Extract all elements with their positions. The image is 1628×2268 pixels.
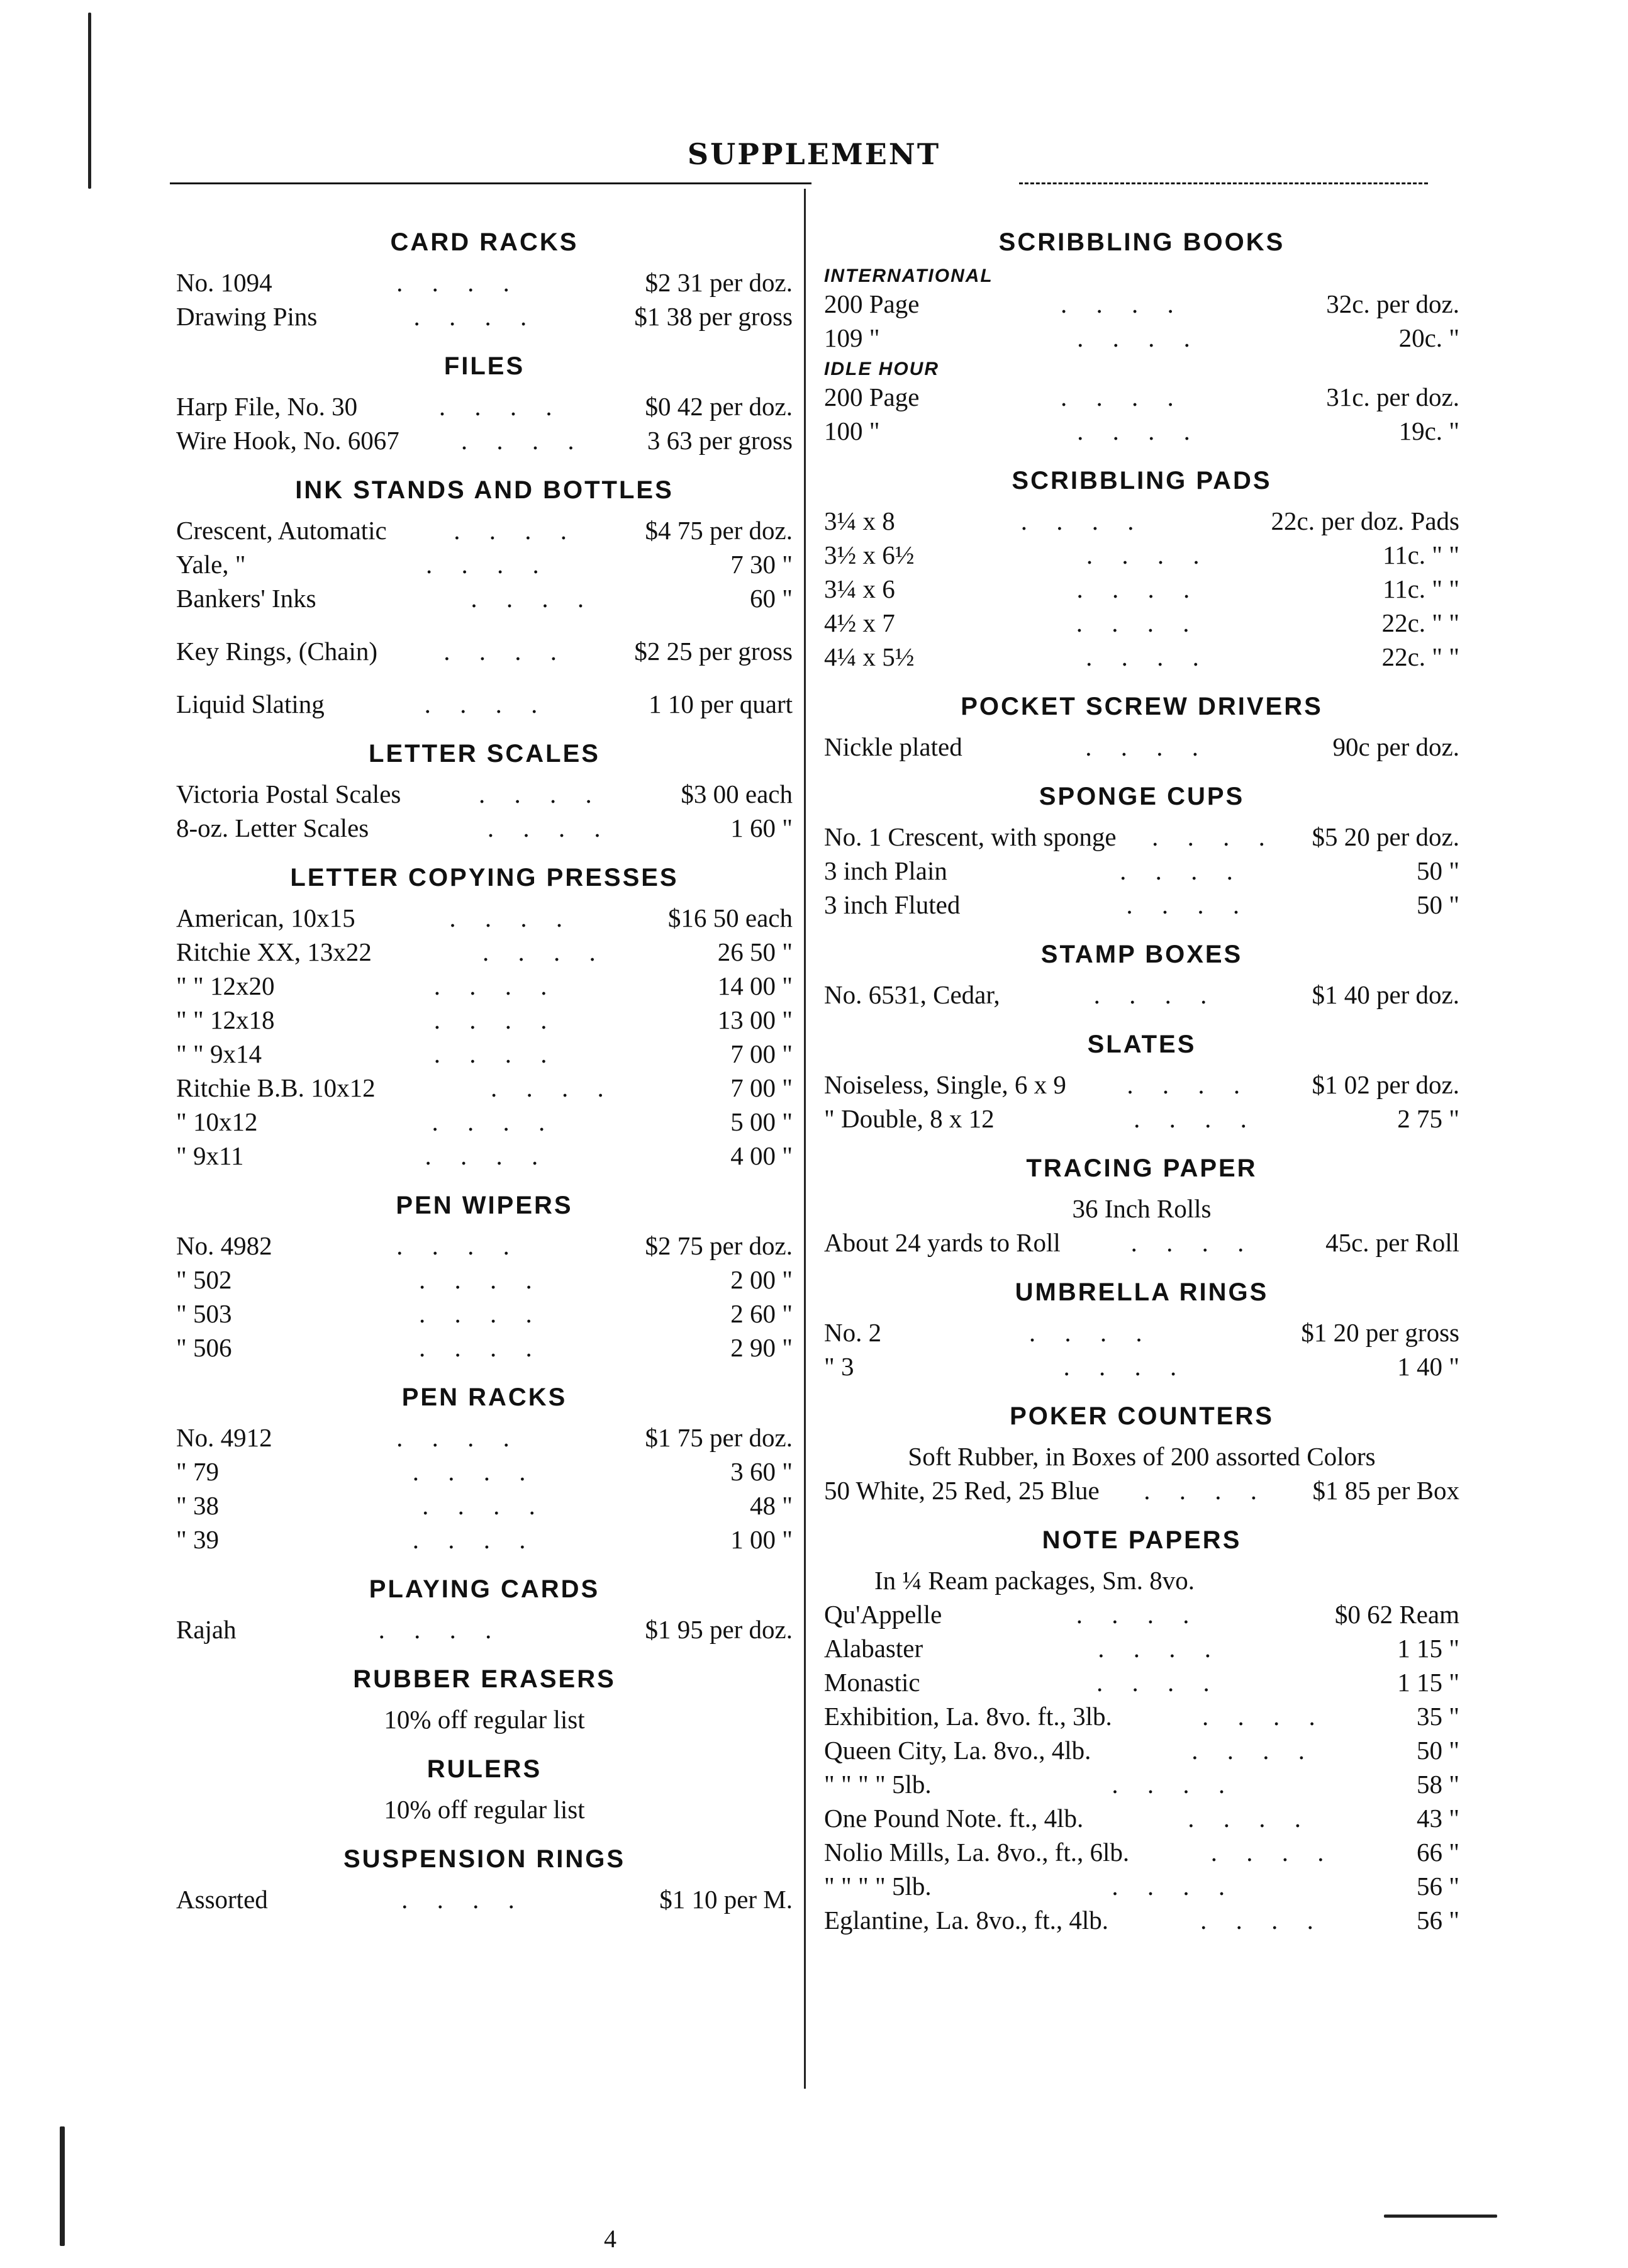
price-row — [176, 1455, 793, 1489]
item-price: 3 60 " — [730, 1457, 793, 1486]
leader-dots: . . . . — [1076, 1600, 1201, 1629]
item-name: 4½ x 7 — [824, 608, 895, 637]
item-price: 50 " — [1417, 890, 1459, 919]
scan-mark — [1384, 2215, 1497, 2218]
item-name: Assorted — [176, 1885, 268, 1914]
item-price: 11c. " " — [1383, 540, 1459, 569]
catalog-section — [176, 1755, 793, 1826]
item-price: 4 00 " — [730, 1141, 793, 1170]
item-price: 50 " — [1417, 1736, 1459, 1765]
catalog-section — [176, 1665, 793, 1736]
leader-dots: . . . . — [1126, 890, 1251, 919]
leader-dots: . . . . — [1096, 1668, 1221, 1697]
leader-dots: . . . . — [482, 937, 607, 966]
section-heading: FILES — [443, 352, 525, 380]
section-heading: POCKET SCREW DRIVERS — [961, 693, 1323, 720]
item-price: $1 95 per doz. — [645, 1615, 793, 1644]
price-row — [176, 1071, 793, 1105]
page-number: 4 — [604, 2225, 616, 2253]
item-name: Alabaster — [824, 1634, 923, 1663]
item-name: " 10x12 — [176, 1107, 258, 1136]
section-heading: CARD RACKS — [390, 228, 579, 256]
item-name: 3¼ x 6 — [824, 574, 895, 603]
item-name: Bankers' Inks — [176, 584, 316, 613]
item-name: No. 1 Crescent, with sponge — [824, 822, 1117, 851]
price-row — [824, 606, 1459, 640]
item-price: 1 10 per quart — [649, 690, 793, 718]
subsection-heading: INTERNATIONAL — [824, 265, 993, 286]
leader-dots: . . . . — [433, 1005, 559, 1034]
item-name: About 24 yards to Roll — [824, 1228, 1061, 1257]
leader-dots: . . . . — [1112, 1770, 1237, 1799]
catalog-section — [824, 941, 1459, 1012]
price-row — [824, 1597, 1459, 1631]
leader-dots: . . . . — [432, 1107, 557, 1136]
page-title: SUPPLEMENT — [687, 137, 941, 171]
left-column — [176, 217, 793, 1935]
item-name: Noiseless, Single, 6 x 9 — [824, 1070, 1066, 1099]
item-price: 11c. " " — [1383, 574, 1459, 603]
section-note: 36 Inch Rolls — [1072, 1194, 1212, 1223]
item-name: " 503 — [176, 1299, 232, 1328]
catalog-section — [824, 783, 1459, 922]
item-price: 56 " — [1417, 1872, 1459, 1901]
leader-dots: . . . . — [1076, 608, 1201, 637]
leader-dots: . . . . — [487, 813, 612, 842]
price-row — [176, 1882, 793, 1916]
item-price: $1 40 per doz. — [1312, 980, 1459, 1009]
leader-dots: . . . . — [1112, 1872, 1237, 1901]
price-row — [824, 1801, 1459, 1835]
item-price: 3 63 per gross — [647, 426, 793, 455]
item-name: One Pound Note. ft., 4lb. — [824, 1804, 1084, 1833]
item-price: $1 10 per M. — [659, 1885, 793, 1914]
section-heading: TRACING PAPER — [1026, 1154, 1257, 1182]
item-price: $1 20 per gross — [1301, 1318, 1459, 1347]
item-name: 109 " — [824, 323, 880, 352]
catalog-section — [176, 1192, 793, 1365]
price-row — [824, 640, 1459, 674]
leader-dots: . . . . — [419, 1333, 544, 1362]
item-name: Nickle plated — [824, 732, 962, 761]
item-price: 7 00 " — [730, 1073, 793, 1102]
item-name: No. 4982 — [176, 1231, 272, 1260]
price-row — [824, 730, 1459, 764]
price-row — [176, 1139, 793, 1173]
price-row — [176, 1612, 793, 1646]
leader-dots: . . . . — [378, 1615, 503, 1644]
catalog-section — [176, 634, 793, 668]
item-price: $1 02 per doz. — [1312, 1070, 1459, 1099]
item-name: Crescent, Automatic — [176, 516, 387, 545]
item-name: 50 White, 25 Red, 25 Blue — [824, 1476, 1100, 1505]
right-column — [824, 217, 1459, 1956]
leader-dots: . . . . — [1063, 1352, 1188, 1381]
item-name: 3½ x 6½ — [824, 540, 915, 569]
item-price: 35 " — [1417, 1702, 1459, 1731]
item-price: 7 00 " — [730, 1039, 793, 1068]
price-row — [824, 1767, 1459, 1801]
price-row — [176, 687, 793, 721]
catalog-section — [176, 228, 793, 333]
section-heading: SPONGE CUPS — [1039, 783, 1245, 810]
leader-dots: . . . . — [1086, 540, 1211, 569]
item-name: 4¼ x 5½ — [824, 642, 915, 671]
leader-dots: . . . . — [471, 584, 596, 613]
item-name: " " 9x14 — [176, 1039, 262, 1068]
price-row — [176, 581, 793, 615]
item-price: $4 75 per doz. — [645, 516, 793, 545]
leader-dots: . . . . — [396, 268, 521, 297]
leader-dots: . . . . — [1200, 1906, 1325, 1935]
item-name: Harp File, No. 30 — [176, 392, 358, 421]
catalog-section — [176, 1383, 793, 1556]
title-rule-right — [1019, 182, 1428, 184]
item-name: " " 12x20 — [176, 971, 275, 1000]
price-row — [176, 1037, 793, 1071]
item-price: $1 85 per Box — [1312, 1476, 1459, 1505]
section-note: Soft Rubber, in Boxes of 200 assorted Colors — [908, 1442, 1376, 1471]
item-name: Exhibition, La. 8vo. ft., 3lb. — [824, 1702, 1112, 1731]
leader-dots: . . . . — [412, 1525, 537, 1554]
leader-dots: . . . . — [460, 426, 586, 455]
item-name: " " " " 5lb. — [824, 1872, 932, 1901]
leader-dots: . . . . — [1077, 323, 1201, 352]
section-heading: LETTER SCALES — [369, 740, 600, 768]
item-name: 200 Page — [824, 383, 920, 411]
price-row — [824, 321, 1459, 355]
item-name: " 9x11 — [176, 1141, 244, 1170]
item-name: Drawing Pins — [176, 302, 318, 331]
catalog-section — [176, 687, 793, 721]
price-row — [824, 1473, 1459, 1507]
item-price: 1 00 " — [730, 1525, 793, 1554]
item-price: 20c. " — [1398, 323, 1459, 352]
price-row — [176, 634, 793, 668]
price-row — [176, 423, 793, 457]
item-name: " " " " 5lb. — [824, 1770, 932, 1799]
section-heading: STAMP BOXES — [1040, 941, 1243, 968]
leader-dots: . . . . — [1127, 1070, 1252, 1099]
item-name: 200 Page — [824, 289, 920, 318]
section-note: In ¼ Ream packages, Sm. 8vo. — [874, 1566, 1195, 1595]
leader-dots: . . . . — [1076, 574, 1201, 603]
item-price: 50 " — [1417, 856, 1459, 885]
price-row — [824, 1631, 1459, 1665]
leader-dots: . . . . — [1060, 289, 1185, 318]
item-name: No. 4912 — [176, 1423, 272, 1452]
leader-dots: . . . . — [433, 971, 559, 1000]
price-row — [824, 1349, 1459, 1383]
price-row — [824, 414, 1459, 448]
item-price: 48 " — [750, 1491, 793, 1520]
price-row — [824, 1733, 1459, 1767]
leader-dots: . . . . — [1020, 506, 1146, 535]
price-row — [824, 1665, 1459, 1699]
price-row — [176, 1522, 793, 1556]
item-price: 1 15 " — [1397, 1634, 1459, 1663]
price-row — [176, 969, 793, 1003]
section-heading: UMBRELLA RINGS — [1015, 1278, 1269, 1306]
leader-dots: . . . . — [438, 392, 564, 421]
item-name: Queen City, La. 8vo., 4lb. — [824, 1736, 1091, 1765]
item-name: Rajah — [176, 1615, 237, 1644]
item-name: " " 12x18 — [176, 1005, 275, 1034]
item-price: 22c. " " — [1381, 608, 1459, 637]
catalog-section — [824, 1278, 1459, 1383]
section-note: 10% off regular list — [384, 1705, 585, 1734]
item-name: " 79 — [176, 1457, 219, 1486]
leader-dots: . . . . — [1130, 1228, 1256, 1257]
leader-dots: . . . . — [1152, 822, 1276, 851]
item-name: 3 inch Fluted — [824, 890, 961, 919]
item-name: " 506 — [176, 1333, 232, 1362]
leader-dots: . . . . — [401, 1885, 526, 1914]
leader-dots: . . . . — [419, 1265, 544, 1294]
price-row — [176, 299, 793, 333]
leader-dots: . . . . — [1085, 732, 1210, 761]
scan-mark — [88, 13, 91, 189]
price-row — [176, 935, 793, 969]
leader-dots: . . . . — [479, 779, 603, 808]
item-name: American, 10x15 — [176, 903, 355, 932]
section-note: 10% off regular list — [384, 1795, 585, 1824]
catalog-section — [824, 467, 1459, 674]
scan-mark — [60, 2126, 65, 2246]
price-row — [824, 854, 1459, 888]
item-name: Ritchie XX, 13x22 — [176, 937, 372, 966]
item-price: 26 50 " — [717, 937, 793, 966]
section-heading: NOTE PAPERS — [1042, 1526, 1242, 1554]
item-name: 3¼ x 8 — [824, 506, 895, 535]
item-name: " 39 — [176, 1525, 219, 1554]
price-row — [176, 1263, 793, 1297]
item-price: $1 75 per doz. — [645, 1423, 793, 1452]
price-row — [824, 1226, 1459, 1260]
price-row — [824, 1699, 1459, 1733]
catalog-section — [176, 476, 793, 615]
catalog-section — [824, 1031, 1459, 1136]
leader-dots: . . . . — [1086, 642, 1210, 671]
catalog-section — [176, 740, 793, 845]
item-name: 8-oz. Letter Scales — [176, 813, 369, 842]
item-price: $2 75 per doz. — [645, 1231, 793, 1260]
item-price: 66 " — [1417, 1838, 1459, 1867]
item-price: 56 " — [1417, 1906, 1459, 1935]
item-name: No. 1094 — [176, 268, 272, 297]
leader-dots: . . . . — [443, 637, 569, 666]
leader-dots: . . . . — [1029, 1318, 1154, 1347]
catalog-section — [824, 1526, 1459, 1937]
item-name: " 502 — [176, 1265, 232, 1294]
price-row — [176, 265, 793, 299]
item-name: " Double, 8 x 12 — [824, 1104, 995, 1133]
item-price: 2 60 " — [730, 1299, 793, 1328]
section-heading: RUBBER ERASERS — [353, 1665, 616, 1693]
price-row — [176, 901, 793, 935]
catalog-section — [824, 228, 1459, 448]
price-row — [824, 888, 1459, 922]
leader-dots: . . . . — [412, 1457, 537, 1486]
item-name: " 38 — [176, 1491, 219, 1520]
catalog-section — [824, 693, 1459, 764]
section-heading: SLATES — [1087, 1031, 1196, 1058]
item-price: 19c. " — [1398, 416, 1459, 445]
catalog-section — [824, 1402, 1459, 1507]
item-name: No. 2 — [824, 1318, 882, 1347]
leader-dots: . . . . — [396, 1423, 521, 1452]
price-row — [176, 1105, 793, 1139]
leader-dots: . . . . — [424, 690, 549, 718]
leader-dots: . . . . — [1060, 383, 1185, 411]
title-rule-left — [170, 182, 811, 184]
price-row — [824, 1068, 1459, 1102]
item-price: $2 25 per gross — [634, 637, 793, 666]
item-name: " 3 — [824, 1352, 854, 1381]
item-name: Liquid Slating — [176, 690, 325, 718]
leader-dots: . . . . — [491, 1073, 615, 1102]
price-row — [824, 538, 1459, 572]
item-price: 13 00 " — [717, 1005, 793, 1034]
item-price: $16 50 each — [667, 903, 793, 932]
item-price: 45c. per Roll — [1325, 1228, 1459, 1257]
item-price: 60 " — [750, 584, 793, 613]
price-row — [824, 1102, 1459, 1136]
price-row — [176, 1421, 793, 1455]
price-row — [824, 287, 1459, 321]
price-row — [824, 1316, 1459, 1349]
subsection-heading: IDLE HOUR — [824, 359, 939, 379]
leader-dots: . . . . — [419, 1299, 544, 1328]
leader-dots: . . . . — [1191, 1736, 1317, 1765]
section-heading: SUSPENSION RINGS — [343, 1845, 626, 1873]
leader-dots: . . . . — [425, 1141, 550, 1170]
price-row — [176, 1297, 793, 1331]
item-price: $1 38 per gross — [634, 302, 793, 331]
leader-dots: . . . . — [1098, 1634, 1223, 1663]
price-row — [824, 380, 1459, 414]
item-price: 22c. " " — [1381, 642, 1459, 671]
item-price: $5 20 per doz. — [1312, 822, 1459, 851]
item-price: 90c per doz. — [1332, 732, 1459, 761]
item-price: 32c. per doz. — [1326, 289, 1459, 318]
price-row — [176, 1003, 793, 1037]
item-name: 3 inch Plain — [824, 856, 947, 885]
item-name: Wire Hook, No. 6067 — [176, 426, 399, 455]
item-price: 2 00 " — [730, 1265, 793, 1294]
item-name: Ritchie B.B. 10x12 — [176, 1073, 376, 1102]
item-price: 1 60 " — [730, 813, 793, 842]
leader-dots: . . . . — [1077, 416, 1201, 445]
price-row — [824, 1835, 1459, 1869]
price-row — [824, 1869, 1459, 1903]
item-name: Qu'Appelle — [824, 1600, 942, 1629]
section-heading: SCRIBBLING BOOKS — [998, 228, 1285, 256]
section-heading: SCRIBBLING PADS — [1012, 467, 1272, 494]
item-price: 31c. per doz. — [1326, 383, 1459, 411]
section-heading: INK STANDS AND BOTTLES — [295, 476, 674, 504]
item-price: $0 62 Ream — [1334, 1600, 1459, 1629]
leader-dots: . . . . — [1120, 856, 1244, 885]
leader-dots: . . . . — [413, 302, 538, 331]
item-price: $0 42 per doz. — [645, 392, 793, 421]
leader-dots: . . . . — [1144, 1476, 1268, 1505]
price-row — [176, 777, 793, 811]
section-heading: POKER COUNTERS — [1010, 1402, 1274, 1430]
section-heading: PLAYING CARDS — [369, 1575, 600, 1603]
section-heading: LETTER COPYING PRESSES — [290, 864, 679, 891]
item-price: 2 90 " — [730, 1333, 793, 1362]
section-heading: RULERS — [427, 1755, 542, 1783]
item-name: Nolio Mills, La. 8vo., ft., 6lb. — [824, 1838, 1130, 1867]
item-price: 43 " — [1417, 1804, 1459, 1833]
price-row — [176, 547, 793, 581]
leader-dots: . . . . — [1188, 1804, 1312, 1833]
leader-dots: . . . . — [433, 1039, 559, 1068]
item-price: $2 31 per doz. — [645, 268, 793, 297]
catalog-section — [176, 864, 793, 1173]
leader-dots: . . . . — [422, 1491, 547, 1520]
item-price: 1 40 " — [1397, 1352, 1459, 1381]
leader-dots: . . . . — [1134, 1104, 1258, 1133]
catalog-section — [824, 1154, 1459, 1260]
leader-dots: . . . . — [449, 903, 574, 932]
item-name: Monastic — [824, 1668, 920, 1697]
item-name: 100 " — [824, 416, 880, 445]
price-row — [824, 978, 1459, 1012]
leader-dots: . . . . — [396, 1231, 521, 1260]
item-price: $3 00 each — [681, 779, 793, 808]
item-price: 2 75 " — [1397, 1104, 1459, 1133]
item-price: 1 15 " — [1397, 1668, 1459, 1697]
price-row — [824, 820, 1459, 854]
item-name: Victoria Postal Scales — [176, 779, 401, 808]
price-row — [824, 504, 1459, 538]
price-row — [824, 1903, 1459, 1937]
column-divider — [804, 189, 806, 2089]
section-heading: PEN RACKS — [401, 1383, 567, 1411]
leader-dots: . . . . — [1093, 980, 1218, 1009]
price-row — [176, 513, 793, 547]
leader-dots: . . . . — [1202, 1702, 1327, 1731]
section-heading: PEN WIPERS — [396, 1192, 573, 1219]
leader-dots: . . . . — [454, 516, 578, 545]
item-price: 22c. per doz. Pads — [1271, 506, 1459, 535]
item-price: 58 " — [1417, 1770, 1459, 1799]
item-price: 14 00 " — [717, 971, 793, 1000]
price-row — [176, 1489, 793, 1522]
item-name: Yale, " — [176, 550, 246, 579]
leader-dots: . . . . — [1210, 1838, 1335, 1867]
item-name: Eglantine, La. 8vo., ft., 4lb. — [824, 1906, 1109, 1935]
item-name: No. 6531, Cedar, — [824, 980, 1000, 1009]
price-row — [176, 1229, 793, 1263]
catalog-section — [176, 1575, 793, 1646]
item-price: 5 00 " — [730, 1107, 793, 1136]
leader-dots: . . . . — [426, 550, 550, 579]
item-price: 7 30 " — [730, 550, 793, 579]
item-name: Key Rings, (Chain) — [176, 637, 377, 666]
price-row — [176, 811, 793, 845]
catalog-section — [176, 352, 793, 457]
catalog-section — [176, 1845, 793, 1916]
price-row — [176, 1331, 793, 1365]
price-row — [176, 389, 793, 423]
price-row — [824, 572, 1459, 606]
